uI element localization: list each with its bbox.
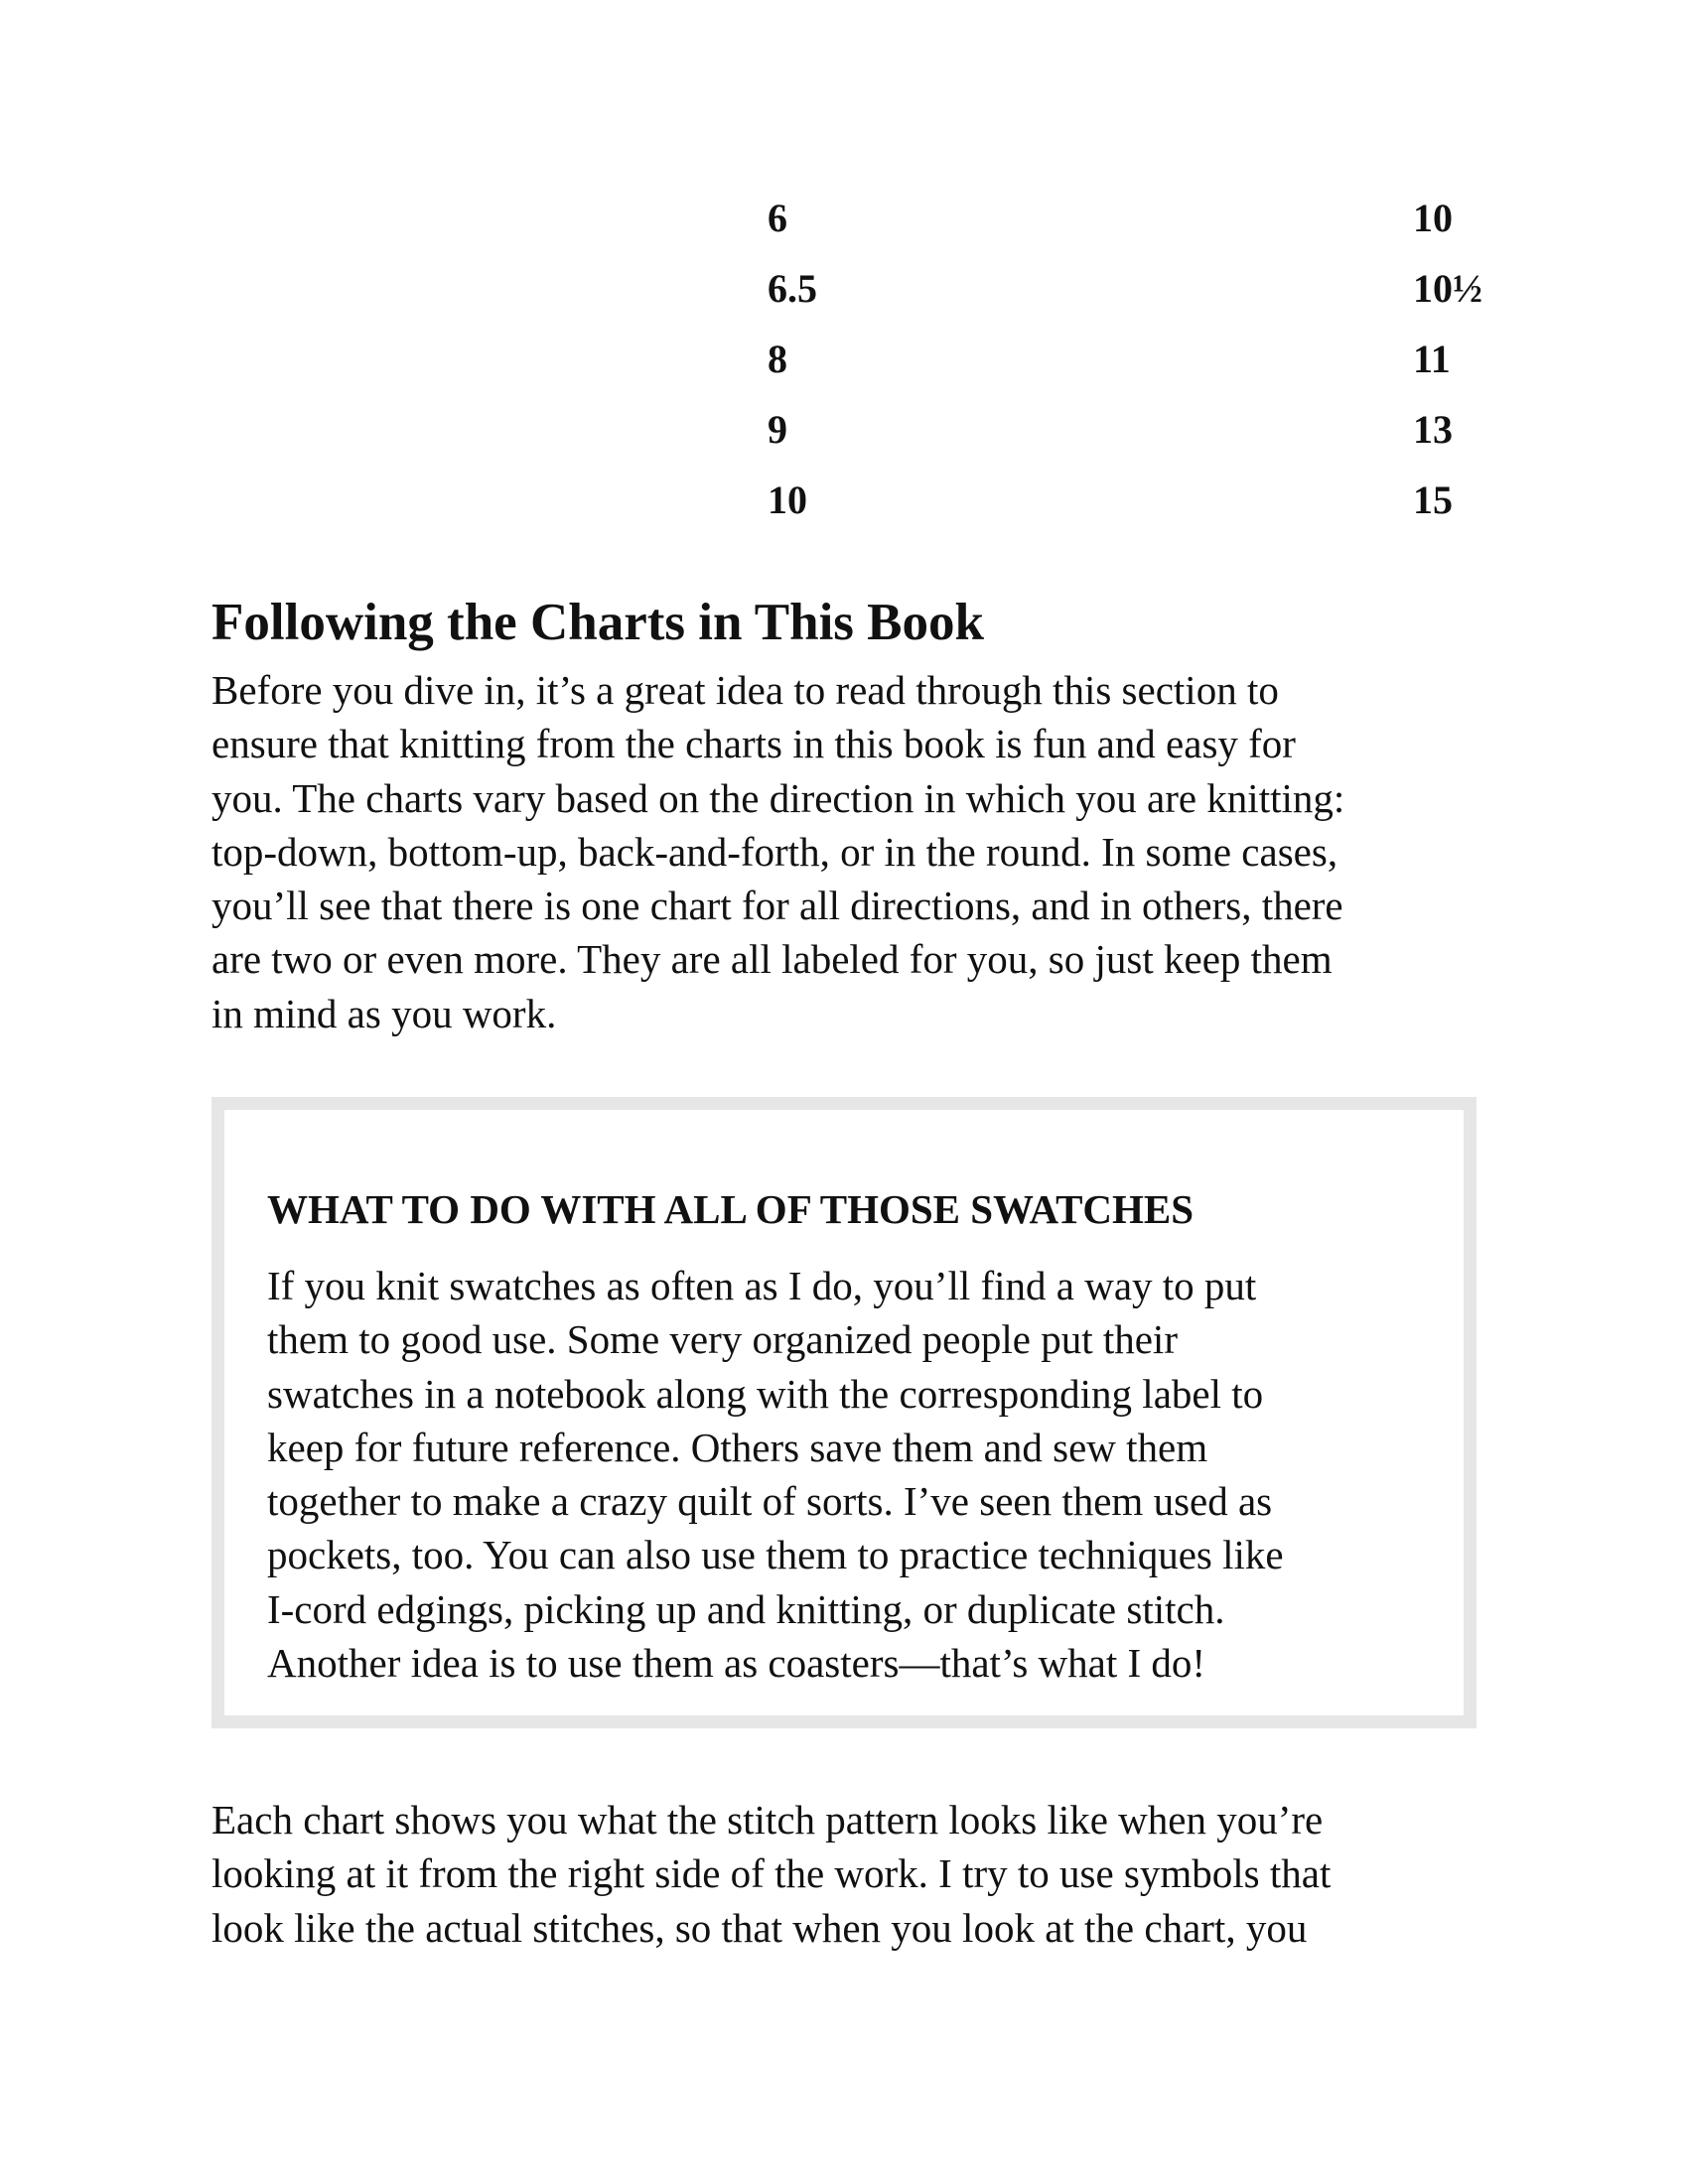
metric-size-cell: 6.5	[768, 266, 817, 311]
metric-size-cell: 9	[768, 407, 787, 452]
text-line: top-down, bottom-up, back-and-forth, or in the round. In some cases,	[211, 828, 1338, 875]
us-size-cell: 15	[1413, 478, 1453, 522]
metric-size-cell: 6	[768, 196, 787, 240]
text-line: pockets, too. You can also use them to practice techniques like	[267, 1532, 1284, 1578]
text-line: together to make a crazy quilt of sorts. I’ve seen them used as	[267, 1478, 1273, 1525]
table-row	[768, 196, 1502, 269]
text-line: Each chart shows you what the stitch pattern looks like when you’re	[211, 1797, 1324, 1843]
swatches-sidebar-box	[211, 1097, 1477, 1728]
text-line: ensure that knitting from the charts in this book is fun and easy for	[211, 721, 1296, 767]
text-line: look like the actual stitches, so that when you look at the chart, you	[211, 1904, 1308, 1951]
text-line: you’ll see that there is one chart for all directions, and in others, there	[211, 883, 1343, 929]
us-size-cell: 11	[1413, 337, 1451, 381]
sidebar-body	[267, 1259, 1429, 1690]
table-row	[768, 337, 1502, 410]
us-size-cell: 10½	[1413, 266, 1482, 311]
text-line: swatches in a notebook along with the corresponding label to	[267, 1370, 1264, 1417]
text-line: them to good use. Some very organized people put their	[267, 1316, 1178, 1363]
text-line: If you knit swatches as often as I do, you’ll find a way to put	[267, 1263, 1257, 1308]
text-line: you. The charts vary based on the direction in which you are knitting:	[211, 774, 1345, 821]
sidebar-title: WHAT TO DO WITH ALL OF THOSE SWATCHES	[267, 1186, 1195, 1232]
text-line: are two or even more. They are all labeled for you, so just keep them	[211, 936, 1333, 983]
section-heading: Following the Charts in This Book	[211, 594, 984, 651]
needle-size-table	[768, 196, 1502, 551]
chart-explanation-paragraph	[211, 1793, 1492, 1955]
text-line: in mind as you work.	[211, 990, 557, 1036]
text-line: I-cord edgings, picking up and knitting, or duplicate stitch.	[267, 1585, 1225, 1632]
table-row	[768, 480, 1502, 551]
metric-size-cell: 8	[768, 337, 787, 381]
table-row	[768, 407, 1502, 480]
table-row	[768, 266, 1502, 340]
text-line: looking at it from the right side of the work. I try to use symbols that	[211, 1850, 1332, 1897]
text-line: Before you dive in, it’s a great idea to read through this section to	[211, 667, 1279, 713]
text-line: Another idea is to use them as coasters—that’s what I do!	[267, 1640, 1206, 1687]
us-size-cell: 13	[1413, 407, 1453, 452]
intro-paragraph	[211, 663, 1492, 1040]
text-line: keep for future reference. Others save them and sew them	[267, 1424, 1208, 1470]
us-size-cell: 10	[1413, 196, 1453, 240]
metric-size-cell: 10	[768, 478, 807, 522]
